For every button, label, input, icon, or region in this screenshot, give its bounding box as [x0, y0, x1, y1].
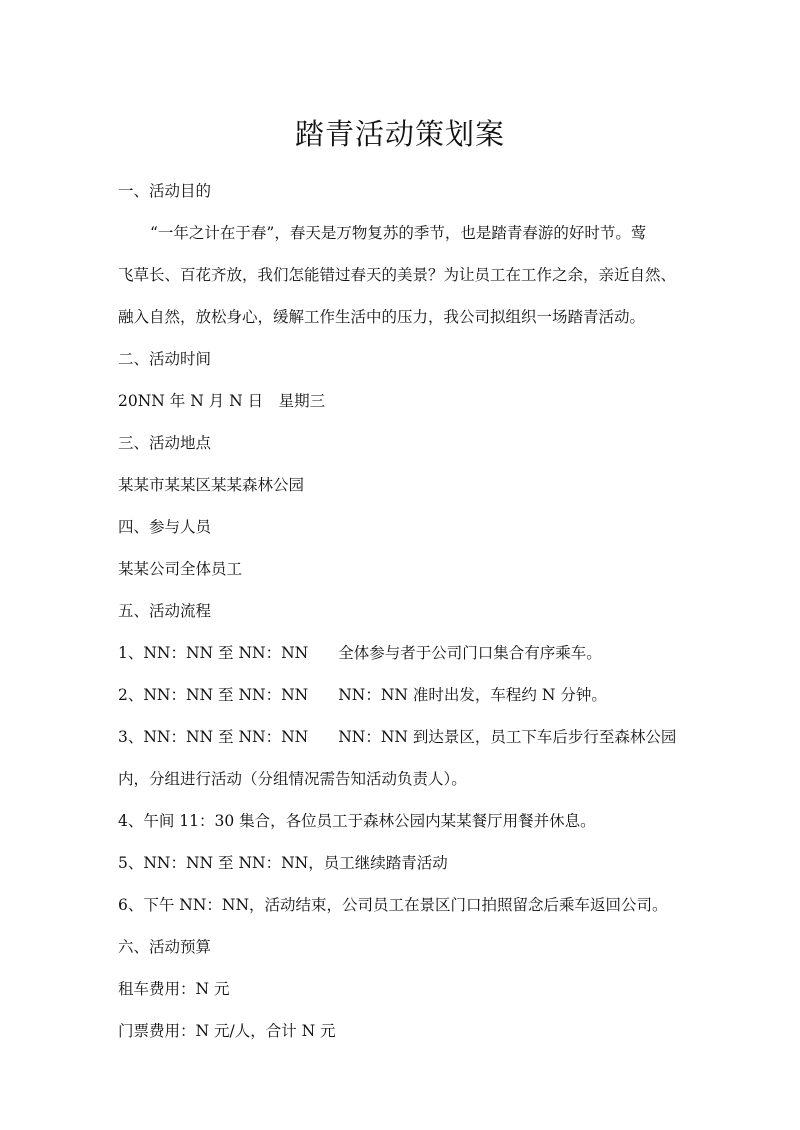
document-title: 踏青活动策划案	[294, 117, 505, 151]
purpose-paragraph	[118, 212, 692, 338]
process-item-3	[118, 716, 692, 758]
process-item-time: 1、NN：NN 至 NN：NN	[118, 644, 309, 662]
process-item-time: 3、NN：NN 至 NN：NN	[118, 728, 309, 746]
purpose-line: “一年之计在于春”，春天是万物复苏的季节，也是踏青春游的好时节。莺	[150, 224, 647, 242]
section-heading-participants: 四、参与人员	[118, 518, 212, 536]
section-heading-budget: 六、活动预算	[118, 938, 212, 956]
process-item-4: 4、午间 11：30 集合，各位员工于森林公园内某某餐厅用餐并休息。	[118, 812, 596, 830]
location-text: 某某市某某区某某森林公园	[118, 476, 305, 494]
purpose-line: 融入自然，放松身心，缓解工作生活中的压力，我公司拟组织一场踏青活动。	[118, 308, 646, 326]
time-text: 20NN 年 N 月 N 日 星期三	[118, 392, 326, 410]
section-heading-location: 三、活动地点	[118, 434, 212, 452]
section-heading-purpose: 一、活动目的	[118, 182, 212, 200]
document-body	[118, 170, 692, 1052]
process-item-5: 5、NN：NN 至 NN：NN，员工继续踏青活动	[118, 854, 448, 872]
process-item-desc: 全体参与者于公司门口集合有序乘车。	[338, 644, 602, 662]
purpose-line: 飞草长、百花齐放，我们怎能错过春天的美景？为让员工在工作之余，亲近自然、	[118, 266, 677, 284]
participants-text: 某某公司全体员工	[118, 560, 243, 578]
budget-item-car: 租车费用：N 元	[118, 980, 230, 998]
section-heading-time: 二、活动时间	[118, 350, 212, 368]
process-item-desc: NN：NN 准时出发，车程约 N 分钟。	[338, 686, 607, 704]
process-item-6: 6、下午 NN：NN，活动结束，公司员工在景区门口拍照留念后乘车返回公司。	[118, 896, 668, 914]
section-heading-process: 五、活动流程	[118, 602, 212, 620]
process-item-3-continuation: 内，分组进行活动（分组情况需告知活动负责人）。	[118, 770, 467, 788]
process-item-1	[118, 632, 692, 674]
process-item-desc: NN：NN 到达景区，员工下车后步行至森林公园	[338, 728, 677, 746]
process-item-time: 2、NN：NN 至 NN：NN	[118, 686, 309, 704]
budget-item-ticket: 门票费用：N 元/人，合计 N 元	[118, 1022, 336, 1040]
process-item-2	[118, 674, 692, 716]
